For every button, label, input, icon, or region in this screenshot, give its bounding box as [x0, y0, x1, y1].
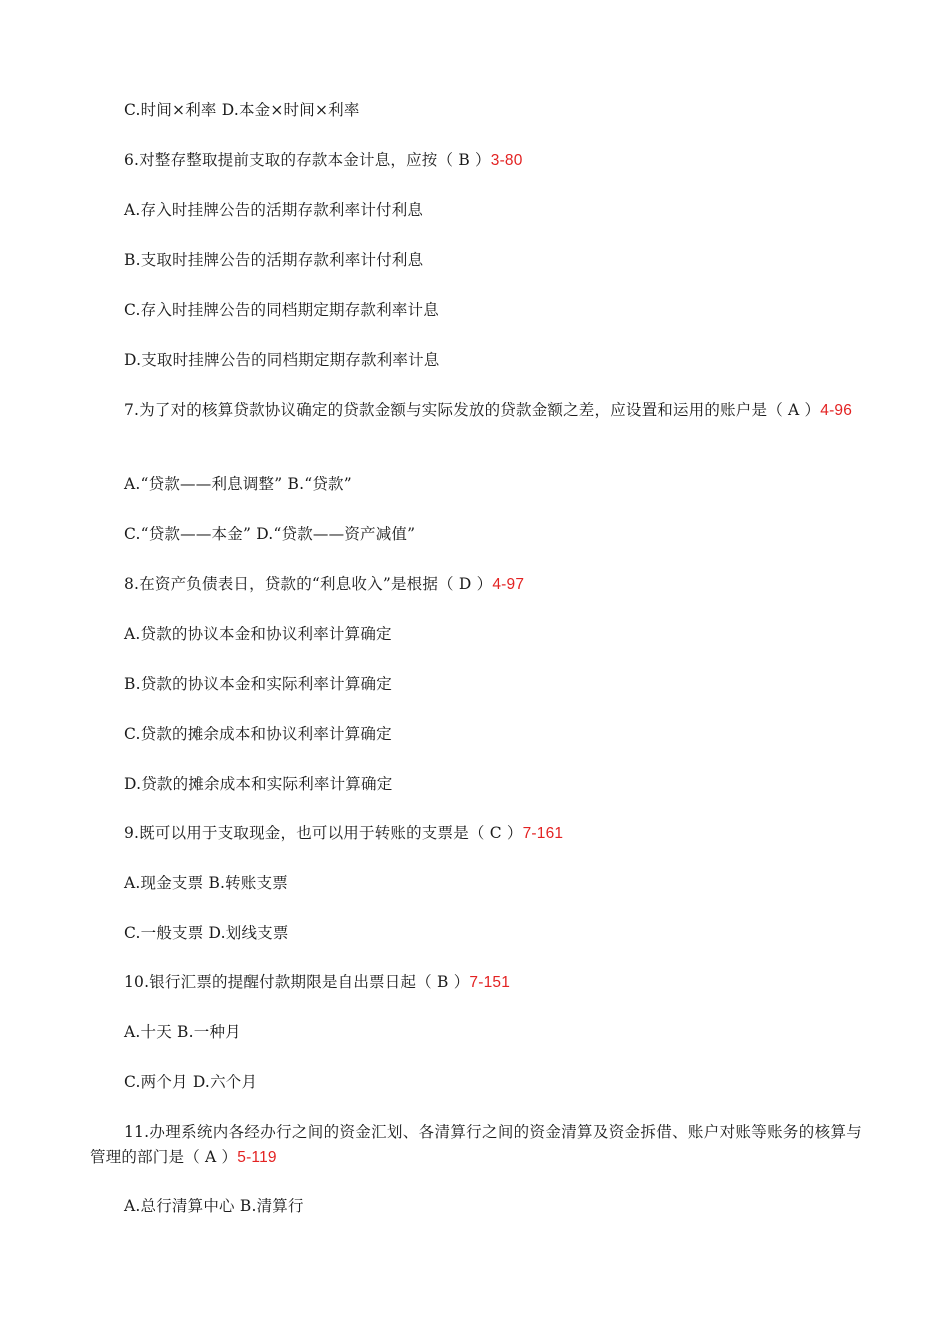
option-line: [124, 98, 360, 123]
option-line: [124, 1020, 241, 1045]
question-text: 8.在资产负债表日，贷款的“利息收入”是根据（ D ）: [124, 575, 493, 593]
option-line: [124, 772, 392, 797]
question-text: 6.对整存整取提前支取的存款本金计息，应按（ B ）: [124, 151, 491, 169]
line-text: D.贷款的摊余成本和实际利率计算确定: [124, 775, 393, 793]
line-text: C.存入时挂牌公告的同档期定期存款利率计息: [124, 301, 439, 319]
question-text: 9.既可以用于支取现金，也可以用于转账的支票是（ C ）: [124, 824, 523, 842]
line-text: A.存入时挂牌公告的活期存款利率计付利息: [124, 201, 424, 219]
option-line: [124, 472, 352, 497]
line-text: C.一般支票 D.划线支票: [124, 924, 289, 942]
question-8: [124, 572, 524, 597]
page-reference: 7-151: [469, 974, 511, 991]
question-6: [124, 148, 523, 173]
option-line: [124, 1070, 257, 1095]
option-line: [124, 198, 423, 223]
page-reference: 5-119: [237, 1149, 277, 1166]
question-9: [124, 821, 563, 846]
option-line: [124, 722, 392, 747]
line-text: C.时间×利率 D.本金×时间×利率: [124, 101, 360, 119]
question-10: [124, 970, 510, 995]
line-text: C.两个月 D.六个月: [124, 1073, 258, 1091]
line-text: C.“贷款——本金” D.“贷款——资产减值”: [124, 525, 416, 543]
option-line: [124, 672, 392, 697]
page-reference: 3-80: [490, 152, 523, 169]
line-text: A.“贷款——利息调整” B.“贷款”: [124, 475, 352, 493]
option-line: [124, 921, 289, 946]
option-line: [124, 1194, 304, 1219]
line-text: B.贷款的协议本金和实际利率计算确定: [124, 675, 392, 693]
page-reference: 7-161: [522, 825, 564, 842]
line-text: C.贷款的摊余成本和协议利率计算确定: [124, 725, 392, 743]
option-line: [124, 871, 288, 896]
option-line: [124, 522, 415, 547]
page-reference: 4-97: [492, 576, 525, 593]
line-text: A.现金支票 B.转账支票: [124, 874, 288, 892]
question-text: 10.银行汇票的提醒付款期限是自出票日起（ B ）: [124, 973, 470, 991]
option-line: [124, 248, 423, 273]
option-line: [124, 348, 440, 373]
question-11: [90, 1120, 862, 1170]
question-text: 7.为了对的核算贷款协议确定的贷款金额与实际发放的贷款金额之差，应设置和运用的账户是（ A ）: [124, 401, 821, 419]
line-text: A.贷款的协议本金和协议利率计算确定: [124, 625, 392, 643]
question-text: 11.办理系统内各经办行之间的资金汇划、各清算行之间的资金清算及资金拆借、账户对账等账务的核算与管理的部门是（ A ）: [90, 1123, 862, 1166]
question-7: [90, 398, 862, 423]
option-line: [124, 622, 392, 647]
line-text: A.总行清算中心 B.清算行: [124, 1197, 304, 1215]
line-text: A.十天 B.一种月: [124, 1023, 241, 1041]
option-line: [124, 298, 439, 323]
page-reference: 4-96: [820, 402, 853, 419]
line-text: B.支取时挂牌公告的活期存款利率计付利息: [124, 251, 424, 269]
line-text: D.支取时挂牌公告的同档期定期存款利率计息: [124, 351, 440, 369]
